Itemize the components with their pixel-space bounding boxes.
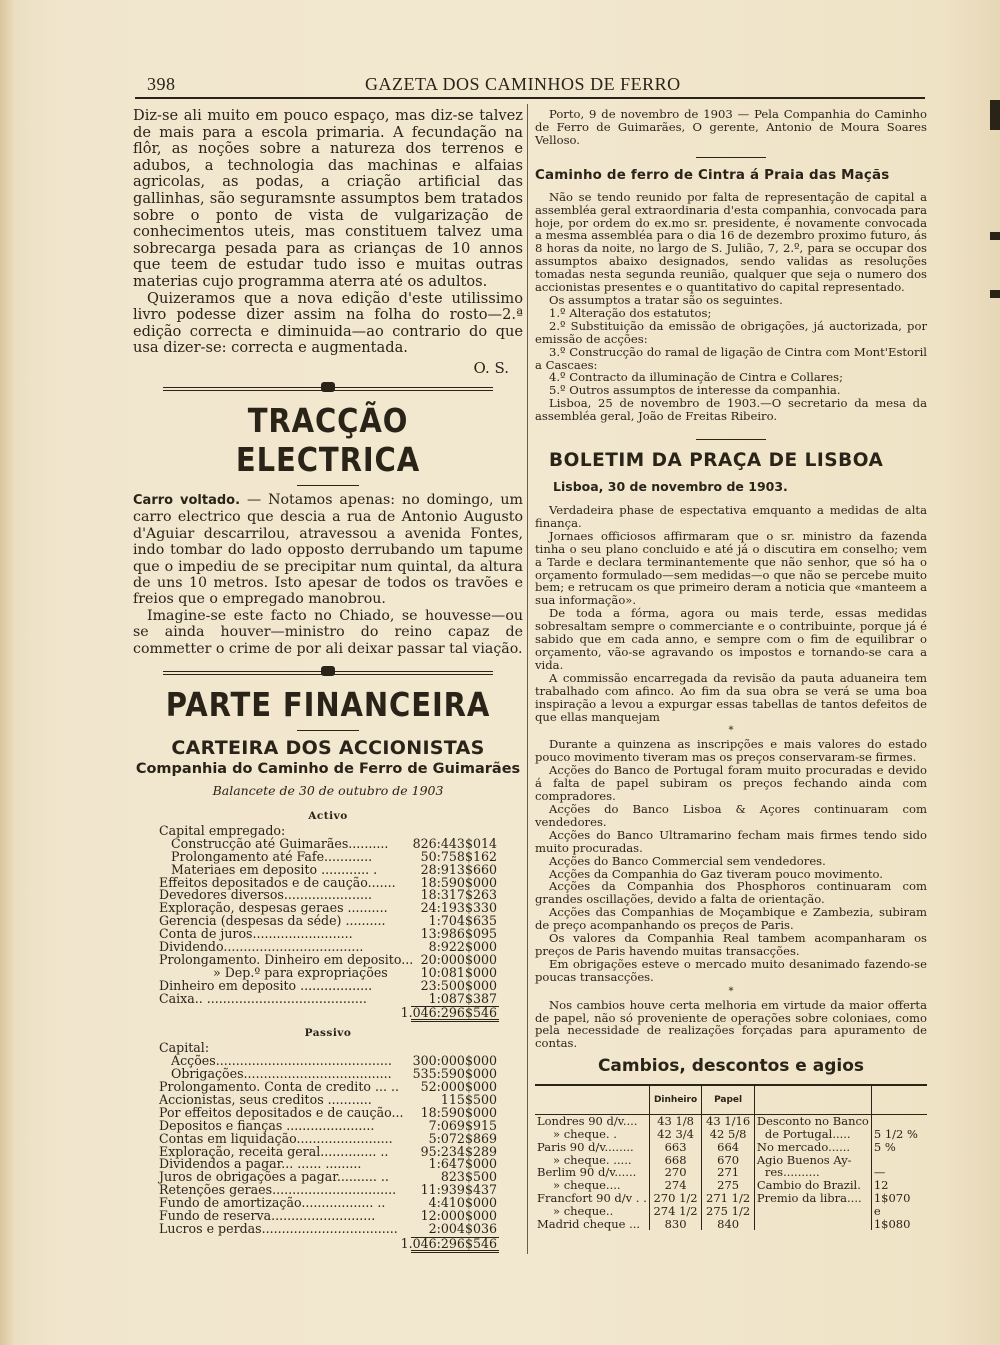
balance-label: Materiaes em deposito ............ . [171,861,378,877]
publication-title: GAZETA DOS CAMINHOS DE FERRO [365,74,681,94]
margin-mark [990,232,1000,240]
cambios-row [535,1128,927,1141]
cambios-cell: 670 [702,1154,755,1167]
cintra-title: Caminho de ferro de Cintra á Praia das Maçãs [535,167,890,183]
balance-label: Capital: [159,1040,210,1056]
cambios-cell: Desconto no Banco [754,1115,871,1128]
balance-value: 11:939$437 [420,1182,497,1198]
balance-label: Fundo de amortização.................. .. [159,1195,386,1211]
balance-value: 2:004$036 [428,1220,497,1236]
cambios-cell: 664 [702,1141,755,1154]
cambios-row [535,1218,927,1231]
balance-label: Depositos e fianças ...................... [159,1117,375,1133]
cambios-cell: » cheque. ..... [553,1152,632,1167]
cambios-cell: Londres 90 d/v.... [537,1114,638,1129]
cambios-cell: 271 [702,1166,755,1179]
left-column [133,108,523,1252]
balance-label: Obrigações..................................... [171,1066,392,1082]
cambios-cell: 42 3/4 [649,1128,702,1141]
cambios-cell: — [871,1166,927,1179]
cambios-cell: 270 1/2 [649,1192,702,1205]
porto-notice: Porto, 9 de novembro de 1903 — Pela Companhia do Caminho de Ferro de Guimarães, O gerente, Antonio de Moura Soares Velloso. [535,107,927,147]
balance-value: 50:758$162 [420,848,497,864]
cambios-header [871,1085,927,1115]
boletim-paragraphs-2 [535,738,927,983]
intro-paragraph: Diz-se ali muito em pouco espaço, mas diz-se talvez de mais para a escola primaria. A fecundação na flôr, as noções sobre a natureza dos terrenos e adubos, a technologia das machinas e alfaias agricolas, as podas, a criação artificial das gallinhas, são seguramsnte assumptos bem tratados sobre o ponto de vista de vulgarização de conhecimentos uteis, mas constituem talvez uma sobrecarga pesada para as crianças de 10 annos que teem de estudar tudo isso e muitas outras materias cujo programma aterra até os adultos. [133,107,523,290]
cambios-cell: e [871,1205,927,1218]
passivo-total-value: 1.046:296$546 [400,1235,497,1251]
cambios-cell: Cambio do Brazil. [754,1179,871,1192]
cambios-cell: 840 [702,1218,755,1231]
paragraph: Acções do Banco Ultramarino fecham mais firmes tendo sido muito procuradas. [535,827,927,855]
paragraph: Verdadeira phase de espectativa emquanto a medidas de alta finança. [535,503,927,530]
balance-value: 5:072$869 [428,1130,497,1146]
cambios-cell: Paris 90 d/v........ [537,1139,634,1154]
paragraph: Durante a quinzena as inscripções e mais valores do estado pouco movimento tiveram mas os preços conservaram-se firmes. [535,737,927,765]
cambios-header: Dinheiro [649,1085,702,1115]
balance-value: 23:500$000 [420,977,497,993]
balance-label: Exploração, despesas geraes .......... [159,900,388,916]
cambios-header [754,1085,871,1115]
company-name: Companhia do Caminho de Ferro de Guimarães [135,760,521,777]
cambios-title: Cambios, descontos e agios [597,1056,865,1077]
balance-label: Retenções geraes............................... [159,1182,397,1198]
balance-value: 95:234$289 [420,1143,497,1159]
cintra-items [535,294,927,423]
activo-total [133,1005,523,1021]
balance-value: 1:647$000 [428,1156,497,1172]
carro-paragraph-2: Imagine-se este facto no Chiado, se houvesse—ou se ainda houver—ministro do reino capaz de commetter o crime de por ali deixar passar tal viação. [133,607,523,657]
carro-paragraph [133,492,523,608]
short-rule [696,439,766,440]
balance-label: Capital empregado: [159,822,286,838]
balance-value: 826:443$014 [412,835,497,851]
cambios-cell: 271 1/2 [702,1192,755,1205]
balance-label: Dinheiro em deposito .................. [159,977,373,993]
cambios-cell: 5 1/2 % [871,1128,927,1141]
cambios-cell: 274 [649,1179,702,1192]
balance-label: Conta de juros......................... [159,926,353,942]
balance-value: 18:317$263 [420,887,497,903]
section-title-traccao: TRACÇÃO ELECTRICA [235,400,421,479]
cambios-cell: 274 1/2 [649,1205,702,1218]
balance-value: 8:922$000 [428,938,497,954]
paragraph: 4.º Contracto da illuminação de Cintra e Collares; [549,370,844,385]
margin-mark [990,290,1000,298]
paragraph: Jornaes officiosos affirmaram que o sr. ministro da fazenda tinha o seu plano concluido e até já o discutira em conselho; vem a Tarde e declara terminantemente que não senhor, que só ha o orçamento formulado—sem medidas—o que não se percebe muito bem; e retrucam os que primeiro deram a noticia que «manteem a sua informação». [535,528,927,608]
paragraph: 2.º Substituição da emissão de obrigações, já auctorizada, por emissão de acções: [535,318,927,346]
balance-label: Dividendo................................... [159,938,364,954]
cambios-row [535,1115,927,1128]
boletim-date: Lisboa, 30 de novembro de 1903. [553,479,788,495]
boletim-paragraphs-1 [535,504,927,723]
paragraph: Acções da Companhia dos Phosphoros continuaram com grandes oscillações, devido a falta de orientação. [535,879,927,907]
paragraph: De toda a fórma, agora ou mais terde, essas medidas sobresaltam sempre o commerciante e o contribuinte, porque já é sabido que em cada anno, e sempre com o fim de equilibrar o orçamento, vão-se agravando os impostos e tornando-se cara a vida. [535,606,927,672]
balance-value: 115$500 [440,1092,497,1107]
balance-value: 10:081$000 [420,964,497,980]
section-title-parte-financeira: PARTE FINANCEIRA [165,684,491,724]
paragraph: Lisboa, 25 de novembro de 1903.—O secretario da mesa da assembléa geral, João de Freitas Ribeiro. [535,396,927,424]
cambios-cell: 275 1/2 [702,1205,755,1218]
balance-label: Gerencia (despesas da séde) .......... [159,913,386,929]
activo-label: Activo [308,809,348,822]
paragraph: Os valores da Companhia Real tambem acompanharam os preços de Paris havendo muitas transacções. [535,931,927,958]
passivo-table [133,1042,523,1235]
cambios-cell: » cheque.. [553,1203,614,1218]
cambios-cell [871,1115,927,1128]
paper-edge [0,0,14,1345]
paragraph: Acções do Banco de Portugal foram muito procuradas e devido á falta de papel subiram os preços fechando ainda com compradores. [535,763,927,804]
balance-value: 1:087$387 [428,990,497,1006]
cambios-row [535,1192,927,1205]
balance-label: Accionistas, seus creditos ........... [159,1092,372,1107]
cambios-cell: 43 1/8 [649,1115,702,1128]
ornament-rule [133,665,523,679]
cambios-cell: Berlim 90 d/v...... [537,1165,637,1180]
balance-value: 535:590$000 [412,1066,497,1082]
balance-label: Dividendos a pagar... ...... ......... [159,1156,362,1172]
balance-label: Por effeitos depositados e de caução... [159,1104,404,1120]
paragraph: 5.º Outros assumptos de interesse da companhia. [549,383,841,398]
activo-total-value: 1.046:296$546 [400,1005,497,1021]
cambios-cell: res.......... [754,1166,871,1179]
balance-value: 24:193$330 [420,900,497,916]
balance-value: 300:000$000 [412,1053,497,1069]
cambios-cell: 270 [649,1166,702,1179]
paragraph: Acções das Companhias de Moçambique e Zambezia, subiram de preço acompanhando os preços de Paris. [535,905,927,933]
balance-value: 28:913$660 [420,861,497,877]
cambios-cell: 1$070 [871,1192,927,1205]
balance-value: 1:704$635 [428,913,497,929]
cintra-paragraph: Não se tendo reunido por falta de representação de capital a assembléa geral extraordinaria d'esta companhia, convocada para hoje, por ordem do ex.mo sr. presidente, é novamente convocada a mesma assembléa para o dia 16 de dezembro proximo futuro, ás 8 horas da noite, no largo de S. Julião, 7, 2.º, para se occupar dos assumptos abaixo designados, sendo validas as resoluções tomadas nesta segunda reunião, qualquer que seja o numero dos accionistas presentes e o quantitativo do capital representado. [535,189,927,295]
cambios-cell: Madrid cheque ... [537,1216,641,1231]
star-separator: * [728,725,734,737]
paragraph: Em obrigações esteve o mercado muito desanimado fazendo-se poucas transacções. [535,956,927,984]
balance-label: Contas em liquidação........................ [159,1130,393,1146]
cambios-table [535,1084,927,1230]
paragraph: Acções da Companhia do Gaz tiveram pouco movimento. [549,866,883,881]
balance-label: Prolongamento. Conta de credito ... .. [159,1079,400,1095]
cambios-cell: 668 [649,1154,702,1167]
cambios-row [535,1205,927,1218]
balance-label: Exploração, receita geral.............. .. [159,1143,389,1159]
paragraph: Os assumptos a tratar são os seguintes. [549,292,783,307]
balance-value: 7:069$915 [428,1117,497,1133]
balance-value: 823$500 [440,1169,497,1185]
star-separator: * [728,985,734,997]
balance-label: Juros de obrigações a pagar.......... .. [159,1169,389,1185]
paragraph: Acções do Banco Lisboa & Açores continuaram com vendedores. [535,801,927,829]
header-rule [135,97,925,99]
cambios-cell: No mercado...... [754,1141,871,1154]
balance-label: Acções............................................ [171,1053,392,1069]
cambios-cell: 5 % [871,1141,927,1154]
paragraph: 3.º Construcção do ramal de ligação de Cintra com Mont'Estoril a Cascaes: [535,344,927,372]
balance-label: Fundo de reserva.......................... [159,1208,376,1224]
balance-label: Prolongamento. Dinheiro em deposito... [159,951,414,967]
activo-table [133,822,523,1006]
cambios-cell [754,1218,871,1231]
balance-label: Construcção até Guimarães.......... [171,835,389,851]
running-header [135,74,925,96]
balance-label: Devedores diversos...................... [159,887,372,903]
cambios-cell: 42 5/8 [702,1128,755,1141]
balance-value: 20:000$000 [420,951,497,967]
cambios-cell: » cheque.... [553,1178,621,1193]
balance-row [133,990,523,1006]
balance-value: 13:986$095 [420,926,497,942]
balance-value: 18:590$000 [420,1104,497,1120]
right-column [535,108,927,1230]
column-divider [527,104,528,1254]
passivo-total [133,1236,523,1252]
balance-label: Prolongamento até Fafe............ [171,848,373,864]
cambios-cell: 275 [702,1179,755,1192]
balance-value: 52:000$000 [420,1079,497,1095]
cambios-cell: 1$080 [871,1218,927,1231]
cambios-header: Papel [702,1085,755,1115]
cambios-header [535,1085,649,1115]
page-number: 398 [147,74,176,94]
carro-lead: Carro voltado. [133,492,241,508]
carteira-title: CARTEIRA DOS ACCIONISTAS [171,736,485,759]
ornament-rule [133,381,523,395]
cambios-cell: Premio da libra.... [754,1192,871,1205]
signature: O. S. [473,358,509,377]
balance-value: 18:590$000 [420,874,497,890]
passivo-label: Passivo [304,1027,352,1040]
short-rule [297,730,359,731]
cambios-cell: 12 [871,1179,927,1192]
paragraph: A commissão encarregada da revisão da pauta aduaneira tem trabalhado com afinco. Ao fim da sua obra se verá se uma boa inspiração a levou a expurgar essas tabellas de tantos defeitos de que ellas manquejam [535,670,927,724]
short-rule [297,485,359,486]
balance-label: Lucros e perdas.................................. [159,1220,398,1236]
cambios-cell: de Portugal..... [754,1128,871,1141]
cambios-cell [754,1205,871,1218]
balance-value: 12:000$000 [420,1208,497,1224]
balance-row [133,1220,523,1236]
carro-text: — Notamos apenas: no domingo, um carro electrico que descia a rua de Antonio Augusto d'Aguiar descarrilou, atravessou a avenida Fontes, indo tombar do lado opposto derrubando um tapume que o impediu de se precipitar num quintal, da altura de uns 10 metros. Isto apesar de todos os travões e freios que o empregado manobrou. [133,491,523,608]
boletim-title: BOLETIM DA PRAÇA DE LISBOA [549,450,884,472]
paragraph: Acções do Banco Commercial sem vendedores. [549,853,826,868]
cambios-cell: 830 [649,1218,702,1231]
cambios-cell: Agio Buenos Ay- [754,1154,871,1167]
balance-label: Effeitos depositados e de caução....... [159,874,396,890]
cambios-row [535,1141,927,1154]
paragraph: 1.º Alteração dos estatutos; [549,305,712,320]
cambios-cell: 663 [649,1141,702,1154]
intro-paragraph: Quizeramos que a nova edição d'este utilissimo livro podesse dizer assim na folha do rosto—2.ª edição correcta e diminuida—ao contrario do que usa dizer-se: correcta e augmentada. [133,289,523,357]
cambios-cell: Francfort 90 d/v . . [537,1191,647,1206]
cambios-cell: » cheque. . [553,1127,617,1142]
boletim-paragraph-cambios: Nos cambios houve certa melhoria em virtude da maior offerta de papel, não só proveniente de operações sobre coloniaes, como pela necessidade de realizações forçadas para apuramento de contas. [535,997,927,1051]
margin-mark [990,100,1000,130]
balancete-date: Balancete de 30 de outubro de 1903 [212,782,444,798]
cambios-cell: 43 1/16 [702,1115,755,1128]
short-rule [696,157,766,158]
balance-value: 4:410$000 [428,1195,497,1211]
balance-label: » Dep.º para expropriações [213,964,388,980]
balance-label: Caixa.. ........................................ [159,990,367,1006]
